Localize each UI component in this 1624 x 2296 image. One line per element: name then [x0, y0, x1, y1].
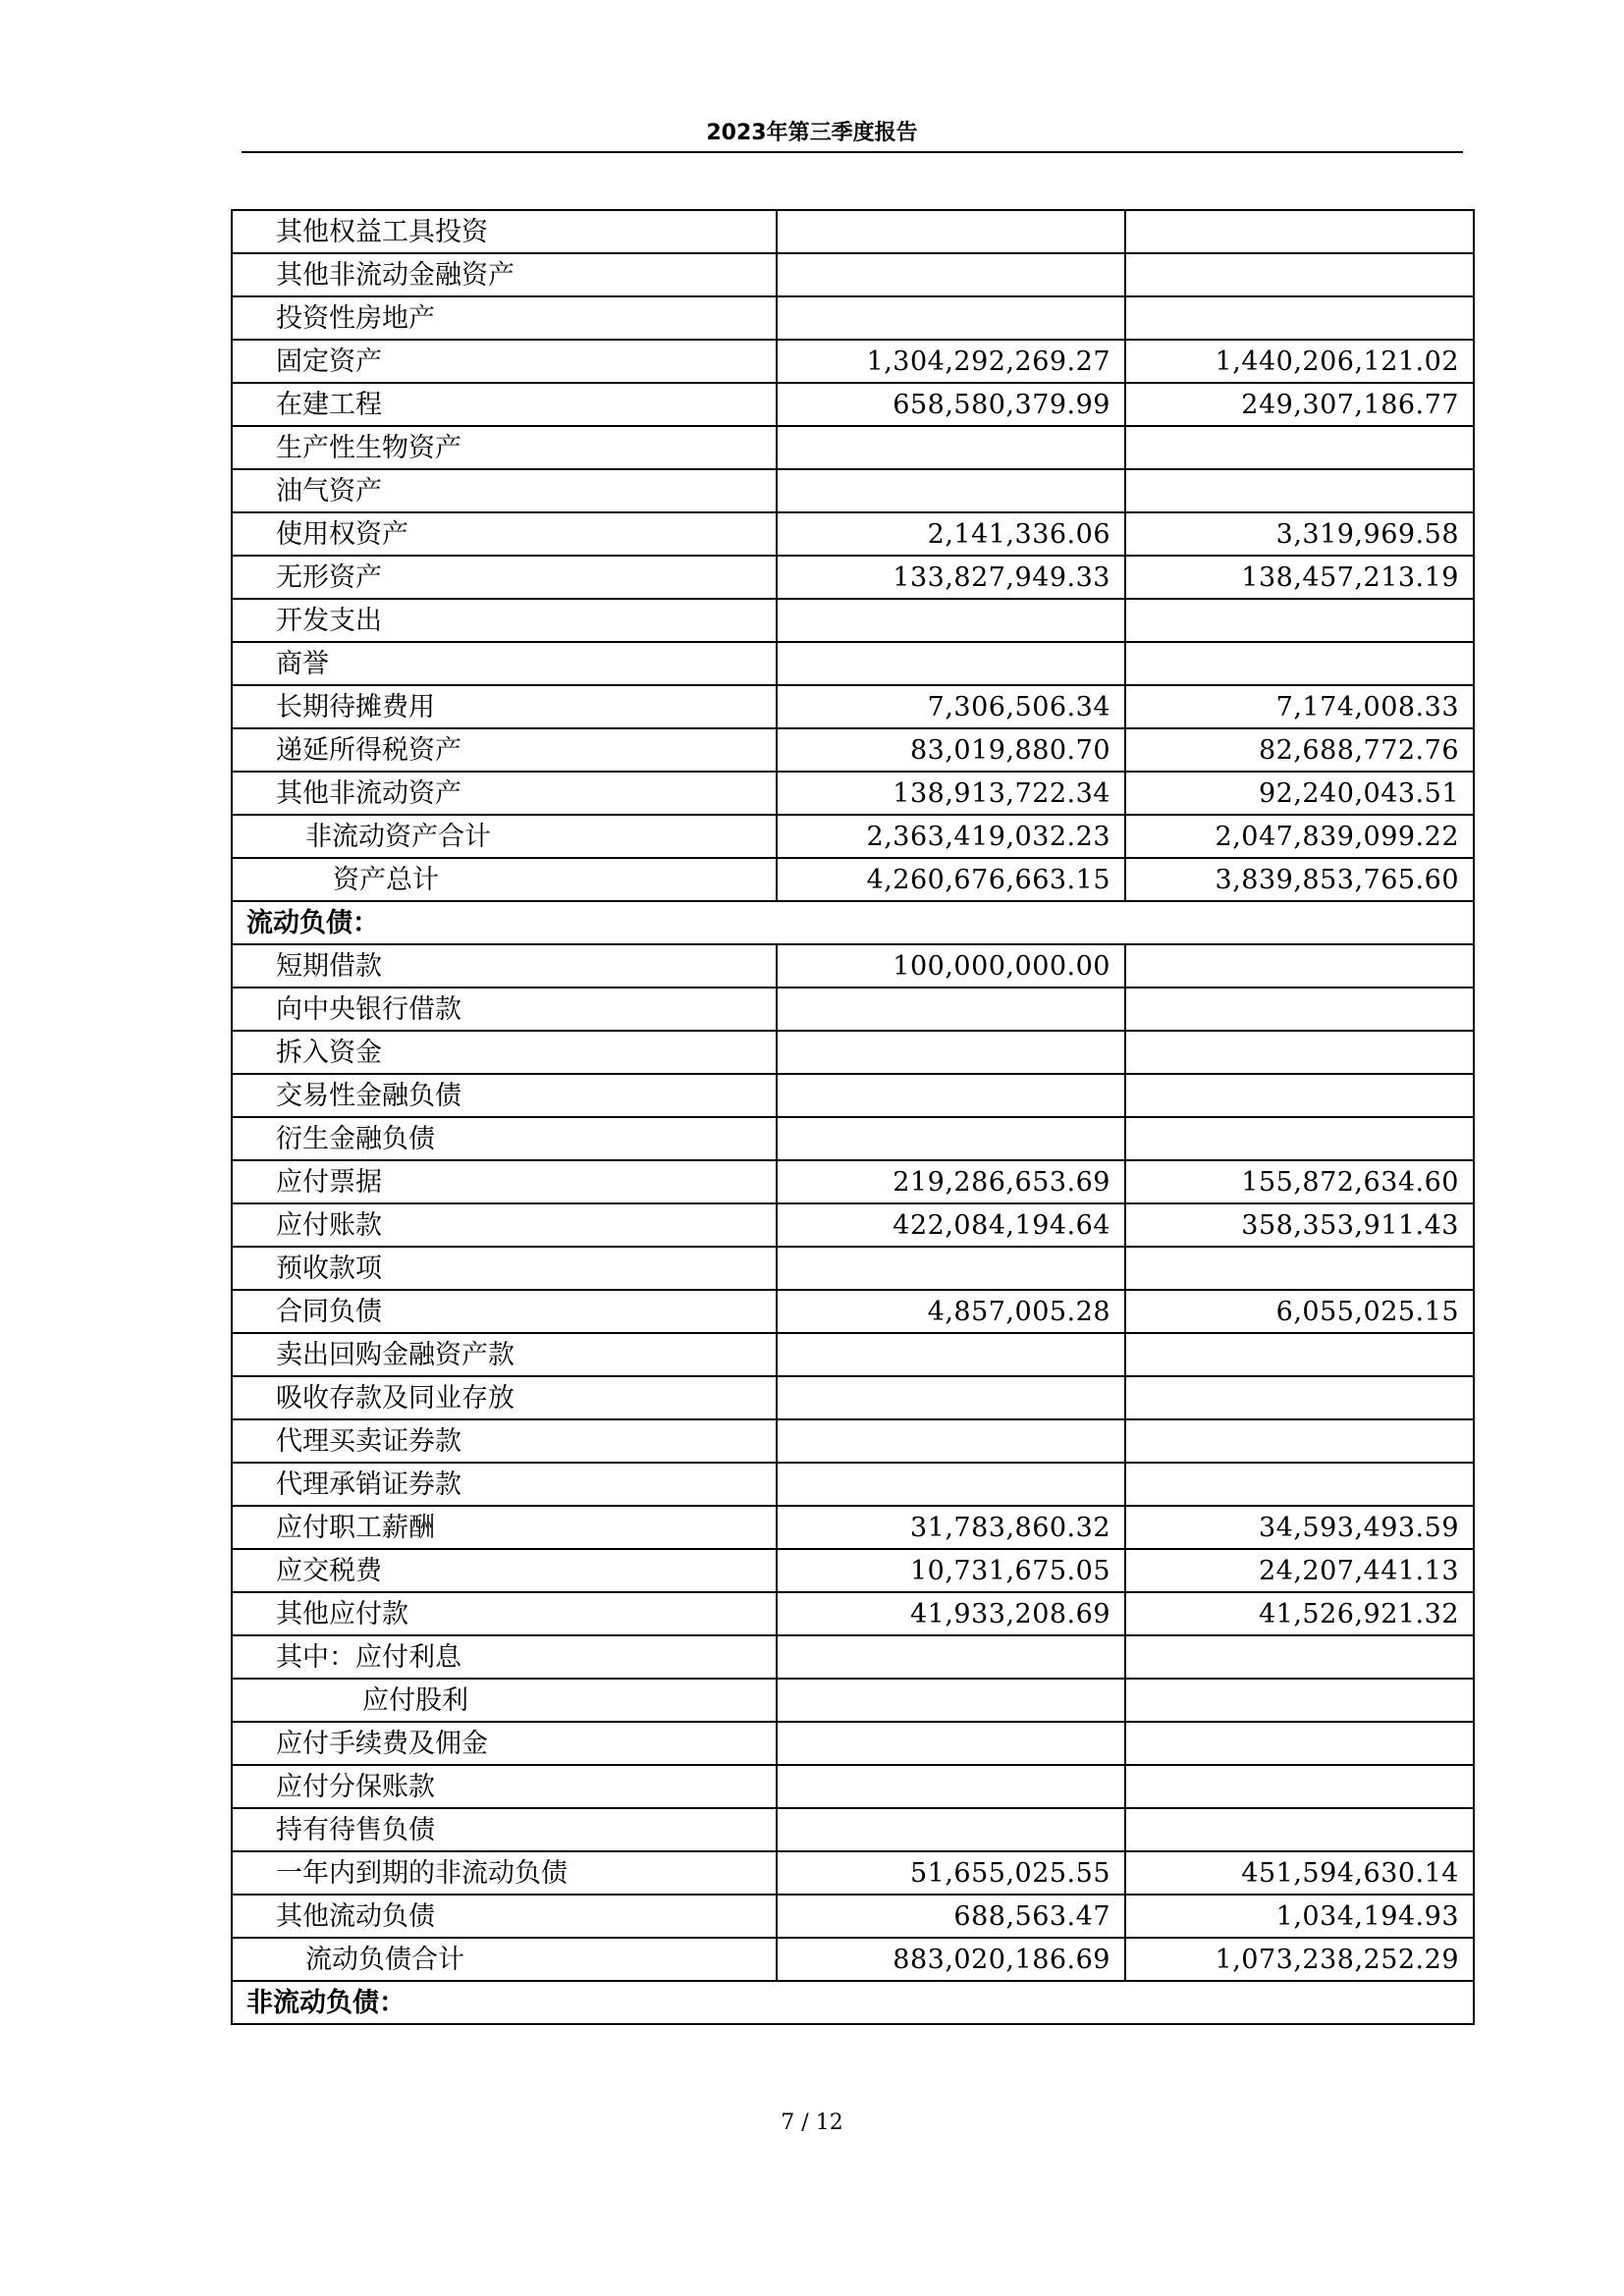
current-period-value: 219,286,653.69 [777, 1160, 1125, 1203]
current-period-value [777, 210, 1125, 253]
table-row [232, 253, 1474, 296]
current-period-value [777, 1074, 1125, 1117]
table-row [232, 815, 1474, 858]
current-period-value [777, 1247, 1125, 1290]
current-period-value: 4,857,005.28 [777, 1290, 1125, 1333]
prior-period-value [1125, 1074, 1474, 1117]
table-row [232, 512, 1474, 556]
row-label: 应付手续费及佣金 [232, 1722, 777, 1765]
row-label: 预收款项 [232, 1247, 777, 1290]
current-period-value: 658,580,379.99 [777, 383, 1125, 426]
current-period-value [777, 1808, 1125, 1851]
row-label: 油气资产 [232, 469, 777, 512]
prior-period-value: 1,073,238,252.29 [1125, 1938, 1474, 1981]
prior-period-value: 155,872,634.60 [1125, 1160, 1474, 1203]
table-row [232, 426, 1474, 469]
prior-period-value [1125, 296, 1474, 340]
table-row [232, 1463, 1474, 1506]
row-label: 资产总计 [232, 858, 777, 901]
table-row [232, 599, 1474, 642]
prior-period-value [1125, 944, 1474, 988]
row-label: 流动负债合计 [232, 1938, 777, 1981]
prior-period-value: 92,240,043.51 [1125, 772, 1474, 815]
table-row [232, 383, 1474, 426]
current-period-value [777, 296, 1125, 340]
table-row [232, 1851, 1474, 1895]
table-row [232, 858, 1474, 901]
current-period-value [777, 1419, 1125, 1463]
prior-period-value [1125, 988, 1474, 1031]
prior-period-value [1125, 1679, 1474, 1722]
prior-period-value: 358,353,911.43 [1125, 1203, 1474, 1247]
row-label: 固定资产 [232, 340, 777, 383]
prior-period-value [1125, 210, 1474, 253]
row-label: 非流动资产合计 [232, 815, 777, 858]
row-label: 商誉 [232, 642, 777, 685]
prior-period-value: 2,047,839,099.22 [1125, 815, 1474, 858]
prior-period-value [1125, 426, 1474, 469]
table-row [232, 556, 1474, 599]
prior-period-value [1125, 469, 1474, 512]
current-period-value: 100,000,000.00 [777, 944, 1125, 988]
row-label: 应付票据 [232, 1160, 777, 1203]
current-period-value: 4,260,676,663.15 [777, 858, 1125, 901]
table-row [232, 1808, 1474, 1851]
row-label: 应交税费 [232, 1549, 777, 1592]
current-period-value [777, 1722, 1125, 1765]
table-row [232, 944, 1474, 988]
report-title: 2023年第三季度报告 [706, 121, 918, 145]
row-label: 向中央银行借款 [232, 988, 777, 1031]
row-label: 卖出回购金融资产款 [232, 1333, 777, 1376]
current-period-value: 51,655,025.55 [777, 1851, 1125, 1895]
row-label: 应付分保账款 [232, 1765, 777, 1808]
row-label: 应付账款 [232, 1203, 777, 1247]
prior-period-value [1125, 1765, 1474, 1808]
table-row [232, 296, 1474, 340]
prior-period-value [1125, 253, 1474, 296]
current-period-value [777, 1117, 1125, 1160]
prior-period-value: 41,526,921.32 [1125, 1592, 1474, 1635]
row-label: 应付职工薪酬 [232, 1506, 777, 1549]
balance-sheet-body [232, 210, 1474, 2024]
prior-period-value [1125, 1031, 1474, 1074]
row-label: 吸收存款及同业存放 [232, 1376, 777, 1419]
prior-period-value: 3,319,969.58 [1125, 512, 1474, 556]
row-label: 开发支出 [232, 599, 777, 642]
table-row [232, 1031, 1474, 1074]
current-period-value: 138,913,722.34 [777, 772, 1125, 815]
table-row [232, 1506, 1474, 1549]
current-period-value: 7,306,506.34 [777, 685, 1125, 728]
section-header-row [232, 1981, 1474, 2024]
table-row [232, 1592, 1474, 1635]
table-row [232, 1247, 1474, 1290]
prior-period-value [1125, 1247, 1474, 1290]
table-row [232, 685, 1474, 728]
table-row [232, 1290, 1474, 1333]
current-period-value: 2,141,336.06 [777, 512, 1125, 556]
prior-period-value [1125, 1722, 1474, 1765]
current-period-value: 31,783,860.32 [777, 1506, 1125, 1549]
row-label: 拆入资金 [232, 1031, 777, 1074]
table-row [232, 642, 1474, 685]
header-divider [242, 151, 1463, 153]
current-period-value [777, 642, 1125, 685]
page-number: 7 / 12 [781, 2110, 843, 2135]
table-row [232, 1679, 1474, 1722]
row-label: 生产性生物资产 [232, 426, 777, 469]
row-label: 衍生金融负债 [232, 1117, 777, 1160]
row-label: 持有待售负债 [232, 1808, 777, 1851]
row-label: 其他非流动资产 [232, 772, 777, 815]
table-row [232, 1549, 1474, 1592]
section-header-row [232, 901, 1474, 944]
row-label: 一年内到期的非流动负债 [232, 1851, 777, 1895]
current-period-value: 422,084,194.64 [777, 1203, 1125, 1247]
row-label: 长期待摊费用 [232, 685, 777, 728]
prior-period-value: 6,055,025.15 [1125, 1290, 1474, 1333]
prior-period-value [1125, 1419, 1474, 1463]
current-period-value [777, 1635, 1125, 1679]
table-row [232, 210, 1474, 253]
prior-period-value [1125, 1333, 1474, 1376]
prior-period-value [1125, 1463, 1474, 1506]
row-label: 递延所得税资产 [232, 728, 777, 772]
row-label: 使用权资产 [232, 512, 777, 556]
current-period-value: 41,933,208.69 [777, 1592, 1125, 1635]
table-row [232, 1117, 1474, 1160]
table-row [232, 988, 1474, 1031]
row-label: 代理承销证券款 [232, 1463, 777, 1506]
row-label: 代理买卖证券款 [232, 1419, 777, 1463]
table-row [232, 1635, 1474, 1679]
current-period-value [777, 253, 1125, 296]
current-period-value: 83,019,880.70 [777, 728, 1125, 772]
table-row [232, 1074, 1474, 1117]
current-period-value: 2,363,419,032.23 [777, 815, 1125, 858]
prior-period-value [1125, 1635, 1474, 1679]
current-period-value [777, 1463, 1125, 1506]
row-label: 其他非流动金融资产 [232, 253, 777, 296]
prior-period-value: 1,034,194.93 [1125, 1895, 1474, 1938]
table-row [232, 1203, 1474, 1247]
current-period-value [777, 1031, 1125, 1074]
table-row [232, 772, 1474, 815]
prior-period-value: 1,440,206,121.02 [1125, 340, 1474, 383]
row-label: 其他流动负债 [232, 1895, 777, 1938]
row-label: 其他权益工具投资 [232, 210, 777, 253]
prior-period-value: 82,688,772.76 [1125, 728, 1474, 772]
current-period-value [777, 1333, 1125, 1376]
current-period-value [777, 1376, 1125, 1419]
prior-period-value: 3,839,853,765.60 [1125, 858, 1474, 901]
table-row [232, 1765, 1474, 1808]
prior-period-value: 249,307,186.77 [1125, 383, 1474, 426]
row-label: 其中：应付利息 [232, 1635, 777, 1679]
prior-period-value: 7,174,008.33 [1125, 685, 1474, 728]
table-row [232, 1333, 1474, 1376]
row-label: 其他应付款 [232, 1592, 777, 1635]
prior-period-value: 138,457,213.19 [1125, 556, 1474, 599]
current-period-value: 1,304,292,269.27 [777, 340, 1125, 383]
prior-period-value [1125, 599, 1474, 642]
prior-period-value [1125, 1117, 1474, 1160]
section-label: 非流动负债： [232, 1981, 1474, 2024]
balance-sheet-table [231, 209, 1475, 2025]
table-row [232, 1722, 1474, 1765]
row-label: 交易性金融负债 [232, 1074, 777, 1117]
current-period-value [777, 1765, 1125, 1808]
prior-period-value: 24,207,441.13 [1125, 1549, 1474, 1592]
row-label: 短期借款 [232, 944, 777, 988]
row-label: 无形资产 [232, 556, 777, 599]
prior-period-value [1125, 1376, 1474, 1419]
current-period-value [777, 469, 1125, 512]
current-period-value [777, 426, 1125, 469]
row-label: 应付股利 [232, 1679, 777, 1722]
current-period-value: 10,731,675.05 [777, 1549, 1125, 1592]
table-row [232, 1895, 1474, 1938]
table-row [232, 340, 1474, 383]
section-label: 流动负债： [232, 901, 1474, 944]
table-row [232, 1419, 1474, 1463]
current-period-value [777, 988, 1125, 1031]
current-period-value [777, 1679, 1125, 1722]
current-period-value [777, 599, 1125, 642]
table-row [232, 1938, 1474, 1981]
current-period-value: 883,020,186.69 [777, 1938, 1125, 1981]
row-label: 合同负债 [232, 1290, 777, 1333]
row-label: 投资性房地产 [232, 296, 777, 340]
row-label: 在建工程 [232, 383, 777, 426]
table-row [232, 469, 1474, 512]
prior-period-value: 451,594,630.14 [1125, 1851, 1474, 1895]
table-row [232, 728, 1474, 772]
current-period-value: 688,563.47 [777, 1895, 1125, 1938]
prior-period-value [1125, 642, 1474, 685]
prior-period-value: 34,593,493.59 [1125, 1506, 1474, 1549]
current-period-value: 133,827,949.33 [777, 556, 1125, 599]
prior-period-value [1125, 1808, 1474, 1851]
table-row [232, 1160, 1474, 1203]
table-row [232, 1376, 1474, 1419]
